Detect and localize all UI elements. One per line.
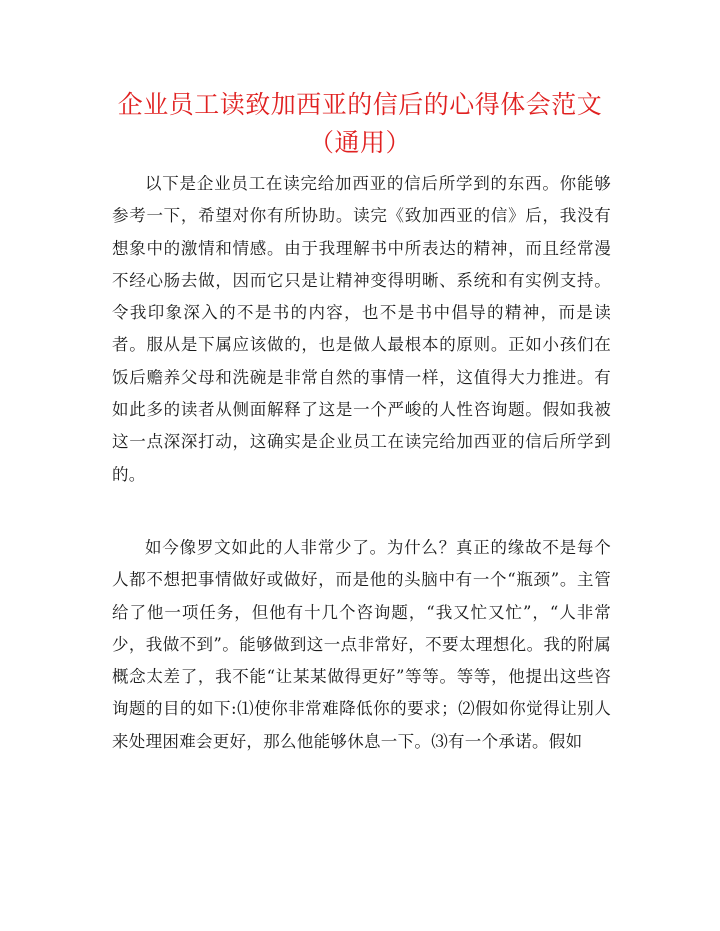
document-title: 企业员工读致加西亚的信后的心得体会范文（通用） bbox=[117, 90, 603, 157]
body-paragraph-2: 如今像罗文如此的人非常少了。为什么？真正的缘故不是每个人都不想把事情做好或做好，而是他的头脑中有一个“瓶颈”。主管给了他一项任务，但他有十几个咨询题，“我又忙又忙”，“人非常少，我做不到”。能够做到这一点非常好，不要太理想化。我的附属概念太差了，我不能“让某某做得更好”等等。等等，他提出这些咨询题的目的如下:⑴使你非常难降低你的要求；⑵假如你觉得让别人来处理困难会更好，那么他能够休息一下。⑶有一个承诺。假如 bbox=[112, 538, 611, 751]
body-paragraph-1: 以下是企业员工在读完给加西亚的信后所学到的东西。你能够参考一下，希望对你有所协助。读完《致加西亚的信》后，我没有想象中的激情和情感。由于我理解书中所表达的精神，而且经常漫不经心肠去做，因而它只是让精神变得明晰、系统和有实例支持。令我印象深入的不是书的内容，也不是书中倡导的精神，而是读者。服从是下属应该做的，也是做人最根本的原则。正如小孩们在饭后赡养父母和洗碗是非常自然的事情一样，这值得大力推进。有如此多的读者从侧面解释了这是一个严峻的人性咨询题。假如我被这一点深深打动，这确实是企业员工在读完给加西亚的信后所学到的。 bbox=[112, 174, 611, 484]
